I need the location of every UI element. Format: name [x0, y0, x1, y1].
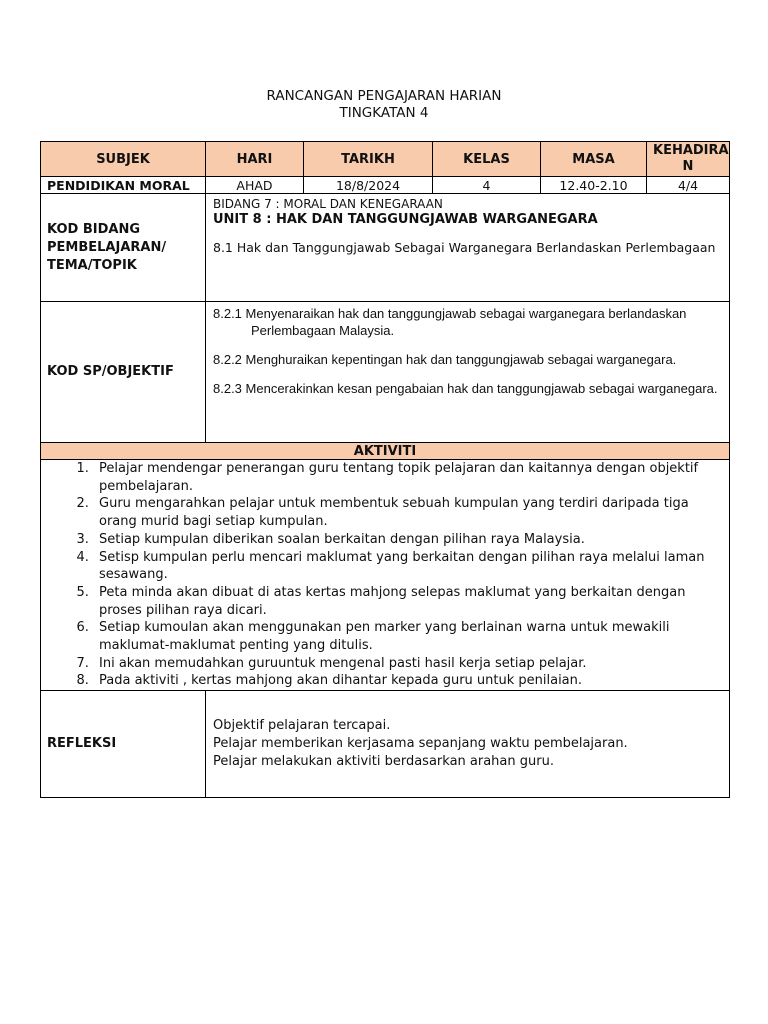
aktiviti-header-row [41, 443, 730, 460]
value-subjek: PENDIDIKAN MORAL [41, 177, 206, 194]
refleksi-row [41, 691, 730, 798]
refleksi-label [41, 691, 206, 798]
list-item: 7. Ini akan memudahkan guruuntuk mengenal pasti hasil kerja setiap pelajar. [93, 655, 723, 673]
title-line-2: TINGKATAN 4 [339, 105, 429, 121]
list-item: 1. Pelajar mendengar penerangan guru tentang topik pelajaran dan kaitannya dengan objektif pembelajaran. [93, 460, 723, 495]
objective-item: 8.2.2 Menghuraikan kepentingan hak dan tanggungjawab sebagai warganegara. [213, 352, 677, 367]
refleksi-content [206, 691, 730, 798]
aktiviti-header: AKTIVITI [41, 443, 730, 460]
header-tarikh: TARIKH [304, 142, 433, 177]
list-item: 5. Peta minda akan dibuat di atas kertas mahjong selepas maklumat yang berkaitan dengan proses pilihan raya dicari. [93, 584, 723, 619]
header-row [41, 142, 730, 177]
list-item: 3. Setiap kumpulan diberikan soalan berkaitan dengan pilihan raya Malaysia. [93, 531, 723, 549]
kod-sp-row [41, 302, 730, 443]
aktiviti-content [41, 460, 730, 691]
objective-item: 8.2.3 Mencerakinkan kesan pengabaian hak dan tanggungjawab sebagai warganegara. [213, 381, 718, 396]
refleksi-line: Pelajar memberikan kerjasama sepanjang waktu pembelajaran. [213, 736, 628, 752]
aktiviti-body-row [41, 460, 730, 691]
value-tarikh: 18/8/2024 [304, 177, 433, 194]
unit-text: UNIT 8 : HAK DAN TANGGUNGJAWAB WARGANEGARA [213, 212, 598, 227]
refleksi-line: Objektif pelajaran tercapai. [213, 718, 391, 734]
refleksi-label-text: REFLEKSI [47, 736, 117, 752]
value-kehadiran: 4/4 [647, 177, 730, 194]
objective-item: 8.2.1 Menyenaraikan hak dan tanggungjawab sebagai warganegara berlandaskan Perlembagaan Malaysia. [213, 306, 687, 338]
list-item: 4. Setisp kumpulan perlu mencari maklumat yang berkaitan dengan pilihan raya melalui laman sesawang. [93, 549, 723, 584]
topik-text: 8.1 Hak dan Tanggungjawab Sebagai Warganegara Berlandaskan Perlembagaan [213, 240, 716, 255]
kod-sp-label [41, 302, 206, 443]
kod-bidang-label-text: KOD BIDANG PEMBELAJARAN/ TEMA/TOPIK [47, 221, 167, 273]
refleksi-line: Pelajar melakukan aktiviti berdasarkan arahan guru. [213, 754, 554, 770]
kod-bidang-content [206, 194, 730, 302]
list-item: 8. Pada aktiviti , kertas mahjong akan dihantar kepada guru untuk penilaian. [93, 672, 723, 690]
value-kelas: 4 [433, 177, 541, 194]
document-title [0, 88, 768, 122]
lesson-plan-table [40, 141, 730, 798]
header-subjek: SUBJEK [41, 142, 206, 177]
value-masa: 12.40-2.10 [541, 177, 647, 194]
kod-bidang-row [41, 194, 730, 302]
list-item: 2. Guru mengarahkan pelajar untuk membentuk sebuah kumpulan yang terdiri daripada tiga orang murid bagi setiap kumpulan. [93, 495, 723, 530]
header-hari: HARI [206, 142, 304, 177]
header-masa: MASA [541, 142, 647, 177]
title-line-1: RANCANGAN PENGAJARAN HARIAN [266, 88, 502, 104]
objectives-content [206, 302, 730, 443]
kod-sp-label-text: KOD SP/OBJEKTIF [47, 364, 174, 379]
header-kehadiran: KEHADIRA N [647, 142, 730, 177]
header-kelas: KELAS [433, 142, 541, 177]
list-item: 6. Setiap kumoulan akan menggunakan pen marker yang berlainan warna untuk mewakili maklumat-maklumat penting yang ditulis. [93, 619, 723, 654]
aktiviti-list [47, 460, 723, 690]
bidang-text: BIDANG 7 : MORAL DAN KENEGARAAN [213, 197, 443, 211]
kod-bidang-label [41, 194, 206, 302]
details-row [41, 177, 730, 194]
value-hari: AHAD [206, 177, 304, 194]
